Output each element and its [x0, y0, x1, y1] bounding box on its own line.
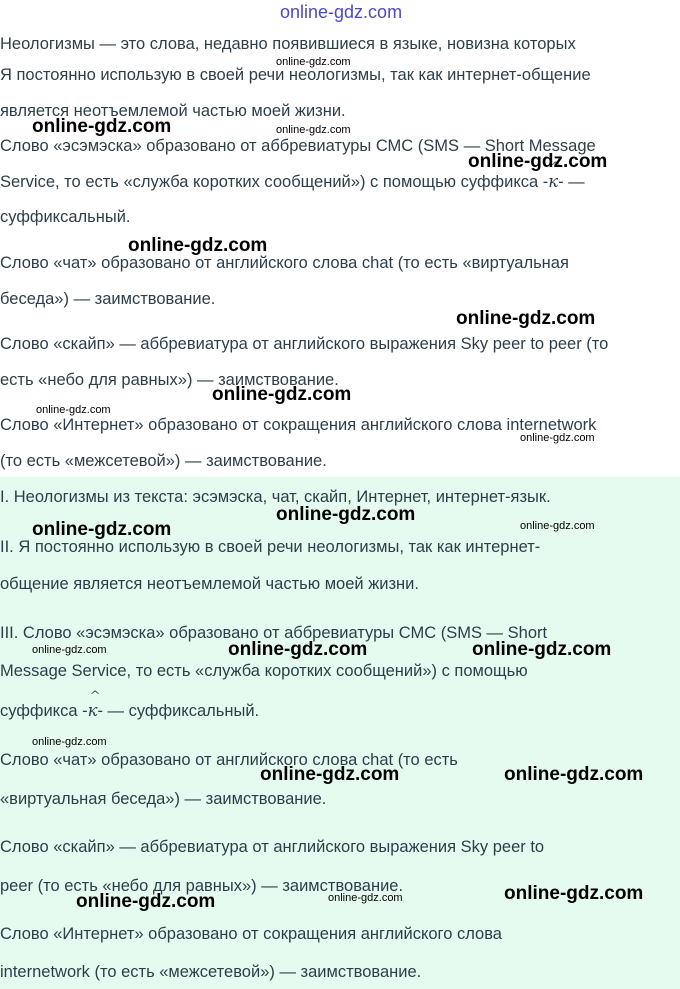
watermark: online-gdz.com — [520, 520, 595, 532]
watermark: online-gdz.com — [504, 764, 644, 785]
watermark: online-gdz.com — [276, 124, 351, 136]
text-line: есть «небо для равных») — заимствование. — [0, 371, 339, 389]
text-line: является неотъемлемой частью моей жизни. — [0, 102, 346, 120]
watermark: online-gdz.com — [328, 892, 403, 904]
suffix-marked: ^ к — [88, 701, 98, 720]
answer-line: общение является неотъемлемой частью моей жизни. — [0, 575, 419, 593]
text-fragment: - — суффиксальный. — [97, 702, 260, 720]
text-line: Слово «Интернет» образовано от сокращения английского слова internetwork — [0, 416, 597, 434]
text-line: Слово «чат» образовано от английского слова chat (то есть «виртуальная — [0, 254, 569, 272]
answer-line: Message Service, то есть «служба коротких сообщений») с помощью — [0, 662, 528, 680]
answer-line: Слово «Интернет» образовано от сокращения английского слова — [0, 925, 502, 943]
watermark: online-gdz.com — [468, 151, 608, 172]
text-line: беседа») — заимствование. — [0, 290, 216, 308]
answer-line: peer (то есть «небо для равных») — заимствование. — [0, 877, 404, 895]
text-line: Я постоянно использую в своей речи неологизмы, так как интернет-общение — [0, 66, 591, 84]
watermark: online-gdz.com — [504, 883, 644, 904]
watermark: online-gdz.com — [520, 432, 595, 444]
answer-line: «виртуальная беседа») — заимствование. — [0, 790, 327, 808]
watermark: online-gdz.com — [472, 639, 612, 660]
watermark: online-gdz.com — [36, 404, 111, 416]
watermark: online-gdz.com — [32, 736, 107, 748]
text-line: Слово «скайп» — аббревиатура от английского выражения Sky peer to peer (то — [0, 335, 609, 353]
watermark: online-gdz.com — [456, 308, 596, 329]
answer-line: II. Я постоянно использую в своей речи неологизмы, так как интернет- — [0, 538, 541, 556]
watermark: online-gdz.com — [32, 644, 107, 656]
text-line: суффиксальный. — [0, 208, 131, 226]
watermark: online-gdz.com — [276, 56, 351, 68]
watermark: online-gdz.com — [228, 639, 368, 660]
answer-line — [0, 701, 259, 721]
text-line: Неологизмы — это слова, недавно появившиеся в языке, новизна которых — [0, 35, 576, 53]
text-line — [0, 172, 585, 192]
text-line: (то есть «межсетевой») — заимствование. — [0, 452, 327, 470]
watermark: online-gdz.com — [76, 891, 216, 912]
text-fragment: Service, то есть «служба коротких сообщений») с помощью суффикса - — [0, 173, 549, 191]
watermark-top: online-gdz.com — [280, 2, 403, 22]
watermark: online-gdz.com — [276, 504, 416, 525]
answer-line: III. Слово «эсэмэска» образовано от аббревиатуры СМС (SMS — Short — [0, 624, 548, 642]
watermark: online-gdz.com — [32, 116, 172, 137]
text-fragment: суффикса - — [0, 702, 88, 720]
answer-line: Слово «чат» образовано от английского слова chat (то есть — [0, 751, 458, 769]
watermark: online-gdz.com — [260, 764, 400, 785]
watermark: online-gdz.com — [128, 235, 268, 256]
answer-line: Слово «скайп» — аббревиатура от английского выражения Sky peer to — [0, 838, 545, 856]
text-line: Слово «эсэмэска» образовано от аббревиатуры СМС (SMS — Short Message — [0, 137, 596, 155]
suffix-marked: ^ к — [548, 172, 558, 191]
answer-line: I. Неологизмы из текста: эсэмэска, чат, скайп, Интернет, интернет-язык. — [0, 488, 551, 506]
answer-line: internetwork (то есть «межсетевой») — заимствование. — [0, 963, 422, 981]
text-fragment: - — — [558, 173, 585, 191]
watermark: online-gdz.com — [32, 519, 172, 540]
watermark: online-gdz.com — [212, 384, 352, 405]
